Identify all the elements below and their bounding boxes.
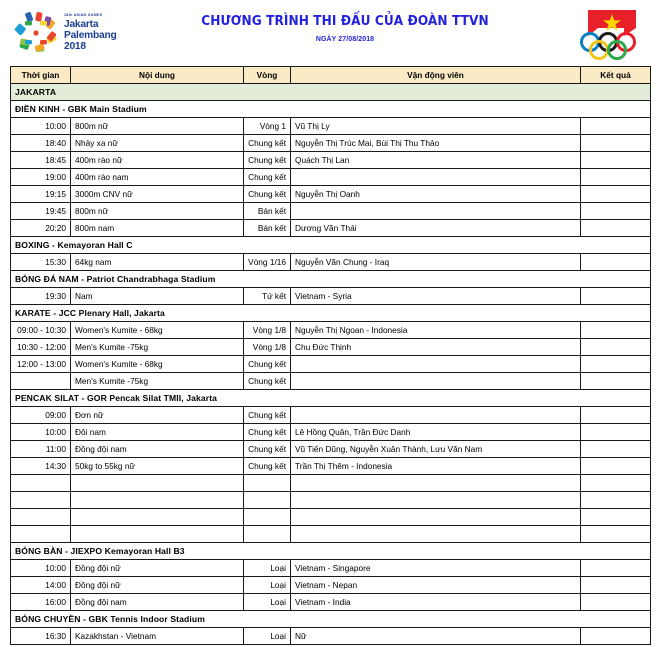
sport-section-row xyxy=(11,305,651,322)
cell-athlete: Nguyễn Văn Chung - Iraq xyxy=(291,254,581,271)
column-header-time: Thời gian xyxy=(11,67,71,84)
region-row xyxy=(11,84,651,101)
cell-round: Chung kết xyxy=(244,135,291,152)
table-row xyxy=(11,118,651,135)
cell-result xyxy=(581,458,651,475)
cell-time: 16:00 xyxy=(11,594,71,611)
cell-time: 19:45 xyxy=(11,203,71,220)
table-row xyxy=(11,407,651,424)
cell-athlete xyxy=(291,356,581,373)
cell-round-empty xyxy=(244,509,291,526)
table-row xyxy=(11,203,651,220)
sport-venue-label: BOXING - Kemayoran Hall C xyxy=(11,237,651,254)
cell-event: 50kg to 55kg nữ xyxy=(71,458,244,475)
cell-time-empty xyxy=(11,475,71,492)
cell-result xyxy=(581,169,651,186)
sport-section-row xyxy=(11,390,651,407)
cell-time: 18:40 xyxy=(11,135,71,152)
sport-venue-label: BÓNG CHUYỀN - GBK Tennis Indoor Stadium xyxy=(11,611,651,628)
table-row xyxy=(11,458,651,475)
cell-round: Tứ kết xyxy=(244,288,291,305)
cell-event-empty xyxy=(71,475,244,492)
cell-time: 19:15 xyxy=(11,186,71,203)
table-row xyxy=(11,441,651,458)
cell-time: 11:00 xyxy=(11,441,71,458)
cell-athlete xyxy=(291,373,581,390)
cell-event: 400m rào nam xyxy=(71,169,244,186)
cell-round: Vòng 1/8 xyxy=(244,339,291,356)
cell-result xyxy=(581,373,651,390)
cell-ath-empty xyxy=(291,526,581,543)
cell-event-empty xyxy=(71,492,244,509)
asian-games-emblem-icon xyxy=(12,10,60,56)
cell-time: 10:00 xyxy=(11,424,71,441)
cell-result xyxy=(581,322,651,339)
cell-result xyxy=(581,118,651,135)
cell-round-empty xyxy=(244,475,291,492)
table-row xyxy=(11,356,651,373)
table-row xyxy=(11,424,651,441)
cell-athlete xyxy=(291,407,581,424)
cell-round: Bán kết xyxy=(244,220,291,237)
cell-result xyxy=(581,339,651,356)
asian-games-kicker: 18th ASIAN GAMES xyxy=(64,13,103,18)
cell-time: 09:00 xyxy=(11,407,71,424)
cell-round: Chung kết xyxy=(244,186,291,203)
cell-round: Bán kết xyxy=(244,203,291,220)
table-row-empty xyxy=(11,509,651,526)
cell-result xyxy=(581,203,651,220)
cell-time: 18:45 xyxy=(11,152,71,169)
cell-event: 3000m CNV nữ xyxy=(71,186,244,203)
cell-time: 19:30 xyxy=(11,288,71,305)
table-row xyxy=(11,135,651,152)
cell-round: Chung kết xyxy=(244,407,291,424)
cell-result xyxy=(581,186,651,203)
sport-venue-label: BÓNG BÀN - JIEXPO Kemayoran Hall B3 xyxy=(11,543,651,560)
cell-event: Đồng đội nữ xyxy=(71,560,244,577)
column-header-event: Nội dung xyxy=(71,67,244,84)
cell-result xyxy=(581,135,651,152)
cell-round: Chung kết xyxy=(244,169,291,186)
page-header xyxy=(0,0,660,66)
cell-athlete: Vietnam - Nepan xyxy=(291,577,581,594)
cell-time-empty xyxy=(11,509,71,526)
cell-round: Loại xyxy=(244,560,291,577)
cell-time-empty xyxy=(11,492,71,509)
sport-venue-label: ĐIỀN KINH - GBK Main Stadium xyxy=(11,101,651,118)
sport-venue-label: PENCAK SILAT - GOR Pencak Silat TMII, Jakarta xyxy=(11,390,651,407)
cell-result xyxy=(581,441,651,458)
cell-event: Kazakhstan - Vietnam xyxy=(71,628,244,645)
cell-round-empty xyxy=(244,526,291,543)
cell-round: Loại xyxy=(244,628,291,645)
table-row xyxy=(11,577,651,594)
asian-games-line-1: Jakarta xyxy=(64,18,99,30)
cell-athlete: Vietnam - Syria xyxy=(291,288,581,305)
cell-result xyxy=(581,288,651,305)
table-row xyxy=(11,628,651,645)
cell-event: 800m nam xyxy=(71,220,244,237)
cell-result-empty xyxy=(581,475,651,492)
cell-athlete: Nguyễn Thị Trúc Mai, Bùi Thị Thu Thảo xyxy=(291,135,581,152)
cell-athlete: Vietnam - Singapore xyxy=(291,560,581,577)
column-header-result: Kết quả xyxy=(581,67,651,84)
cell-result-empty xyxy=(581,526,651,543)
cell-event: Đôi nam xyxy=(71,424,244,441)
table-row-empty xyxy=(11,475,651,492)
table-row xyxy=(11,169,651,186)
table-row-empty xyxy=(11,526,651,543)
cell-event: Đồng đội nam xyxy=(71,594,244,611)
table-header xyxy=(11,67,651,84)
table-row xyxy=(11,594,651,611)
cell-result xyxy=(581,560,651,577)
cell-result xyxy=(581,577,651,594)
cell-round-empty xyxy=(244,492,291,509)
cell-time: 15:30 xyxy=(11,254,71,271)
cell-event: Nhảy xa nữ xyxy=(71,135,244,152)
cell-result-empty xyxy=(581,509,651,526)
cell-round: Vòng 1 xyxy=(244,118,291,135)
cell-ath-empty xyxy=(291,475,581,492)
table-row xyxy=(11,288,651,305)
cell-event: Nam xyxy=(71,288,244,305)
sport-section-row xyxy=(11,611,651,628)
cell-round: Chung kết xyxy=(244,152,291,169)
schedule-table xyxy=(10,66,651,645)
cell-result xyxy=(581,254,651,271)
table-row xyxy=(11,339,651,356)
column-header-round: Vòng xyxy=(244,67,291,84)
cell-event-empty xyxy=(71,509,244,526)
cell-event: 64kg nam xyxy=(71,254,244,271)
asian-games-line-2: Palembang xyxy=(64,29,117,41)
cell-athlete: Vietnam - India xyxy=(291,594,581,611)
cell-round: Loại xyxy=(244,594,291,611)
cell-round: Vòng 1/8 xyxy=(244,322,291,339)
sport-section-row xyxy=(11,237,651,254)
table-row xyxy=(11,152,651,169)
table-body xyxy=(11,84,651,645)
table-row xyxy=(11,254,651,271)
cell-ath-empty xyxy=(291,509,581,526)
table-row xyxy=(11,322,651,339)
cell-round: Loại xyxy=(244,577,291,594)
cell-round: Chung kết xyxy=(244,458,291,475)
cell-athlete: Quách Thị Lan xyxy=(291,152,581,169)
cell-time: 16:30 xyxy=(11,628,71,645)
cell-result-empty xyxy=(581,492,651,509)
cell-athlete: Dương Văn Thái xyxy=(291,220,581,237)
cell-athlete: Nguyễn Thị Oanh xyxy=(291,186,581,203)
page-title: CHƯƠNG TRÌNH THI ĐẤU CỦA ĐOÀN TTVN xyxy=(201,14,489,29)
cell-event: 800m nữ xyxy=(71,118,244,135)
cell-result xyxy=(581,628,651,645)
sport-section-row xyxy=(11,271,651,288)
asian-games-line-3: 2018 xyxy=(64,40,86,52)
cell-time: 14:30 xyxy=(11,458,71,475)
cell-athlete: Vũ Thị Ly xyxy=(291,118,581,135)
cell-round: Chung kết xyxy=(244,356,291,373)
table-row xyxy=(11,373,651,390)
cell-athlete: Trần Thị Thêm - Indonesia xyxy=(291,458,581,475)
cell-result xyxy=(581,594,651,611)
cell-result xyxy=(581,356,651,373)
cell-athlete xyxy=(291,169,581,186)
cell-event: Women's Kumite - 68kg xyxy=(71,322,244,339)
cell-result xyxy=(581,152,651,169)
sport-section-row xyxy=(11,101,651,118)
region-label: JAKARTA xyxy=(11,84,651,101)
cell-round: Vòng 1/16 xyxy=(244,254,291,271)
table-row xyxy=(11,560,651,577)
table-row xyxy=(11,186,651,203)
cell-athlete: Lê Hồng Quân, Trần Đức Danh xyxy=(291,424,581,441)
cell-time: 20:20 xyxy=(11,220,71,237)
cell-round: Chung kết xyxy=(244,441,291,458)
sport-venue-label: KARATE - JCC Plenary Hall, Jakarta xyxy=(11,305,651,322)
asian-games-logo xyxy=(12,8,130,58)
cell-athlete: Nguyễn Thị Ngoan - Indonesia xyxy=(291,322,581,339)
cell-time: 12:00 - 13:00 xyxy=(11,356,71,373)
schedule-table-container xyxy=(0,66,660,645)
table-row xyxy=(11,220,651,237)
cell-athlete xyxy=(291,203,581,220)
cell-time: 14:00 xyxy=(11,577,71,594)
cell-event: Men's Kumite -75kg xyxy=(71,373,244,390)
cell-time: 09:00 - 10:30 xyxy=(11,322,71,339)
asian-games-wordmark xyxy=(64,14,117,52)
cell-athlete: Chu Đức Thịnh xyxy=(291,339,581,356)
cell-athlete: Vũ Tiến Dũng, Nguyễn Xuân Thành, Lưu Văn Nam xyxy=(291,441,581,458)
cell-round: Chung kết xyxy=(244,373,291,390)
sport-section-row xyxy=(11,543,651,560)
cell-event-empty xyxy=(71,526,244,543)
cell-time-empty xyxy=(11,526,71,543)
cell-time xyxy=(11,373,71,390)
cell-time: 10:30 - 12:00 xyxy=(11,339,71,356)
cell-result xyxy=(581,424,651,441)
cell-event: Women's Kumite - 68kg xyxy=(71,356,244,373)
cell-result xyxy=(581,220,651,237)
title-block xyxy=(150,14,540,43)
sport-venue-label: BÓNG ĐÁ NAM - Patriot Chandrabhaga Stadium xyxy=(11,271,651,288)
vietnam-olympic-committee-logo-icon xyxy=(574,6,646,60)
cell-time: 10:00 xyxy=(11,118,71,135)
cell-event: 400m rào nữ xyxy=(71,152,244,169)
cell-event: Men's Kumite -75kg xyxy=(71,339,244,356)
column-header-athlete: Vận động viên xyxy=(291,67,581,84)
page-date: NGÀY 27/08/2018 xyxy=(315,34,375,43)
cell-event: 800m nữ xyxy=(71,203,244,220)
cell-round: Chung kết xyxy=(244,424,291,441)
cell-ath-empty xyxy=(291,492,581,509)
cell-event: Đơn nữ xyxy=(71,407,244,424)
cell-event: Đồng đội nam xyxy=(71,441,244,458)
cell-time: 10:00 xyxy=(11,560,71,577)
cell-time: 19:00 xyxy=(11,169,71,186)
cell-result xyxy=(581,407,651,424)
cell-athlete: Nữ xyxy=(291,628,581,645)
table-header-row xyxy=(11,67,651,84)
cell-event: Đồng đội nữ xyxy=(71,577,244,594)
table-row-empty xyxy=(11,492,651,509)
